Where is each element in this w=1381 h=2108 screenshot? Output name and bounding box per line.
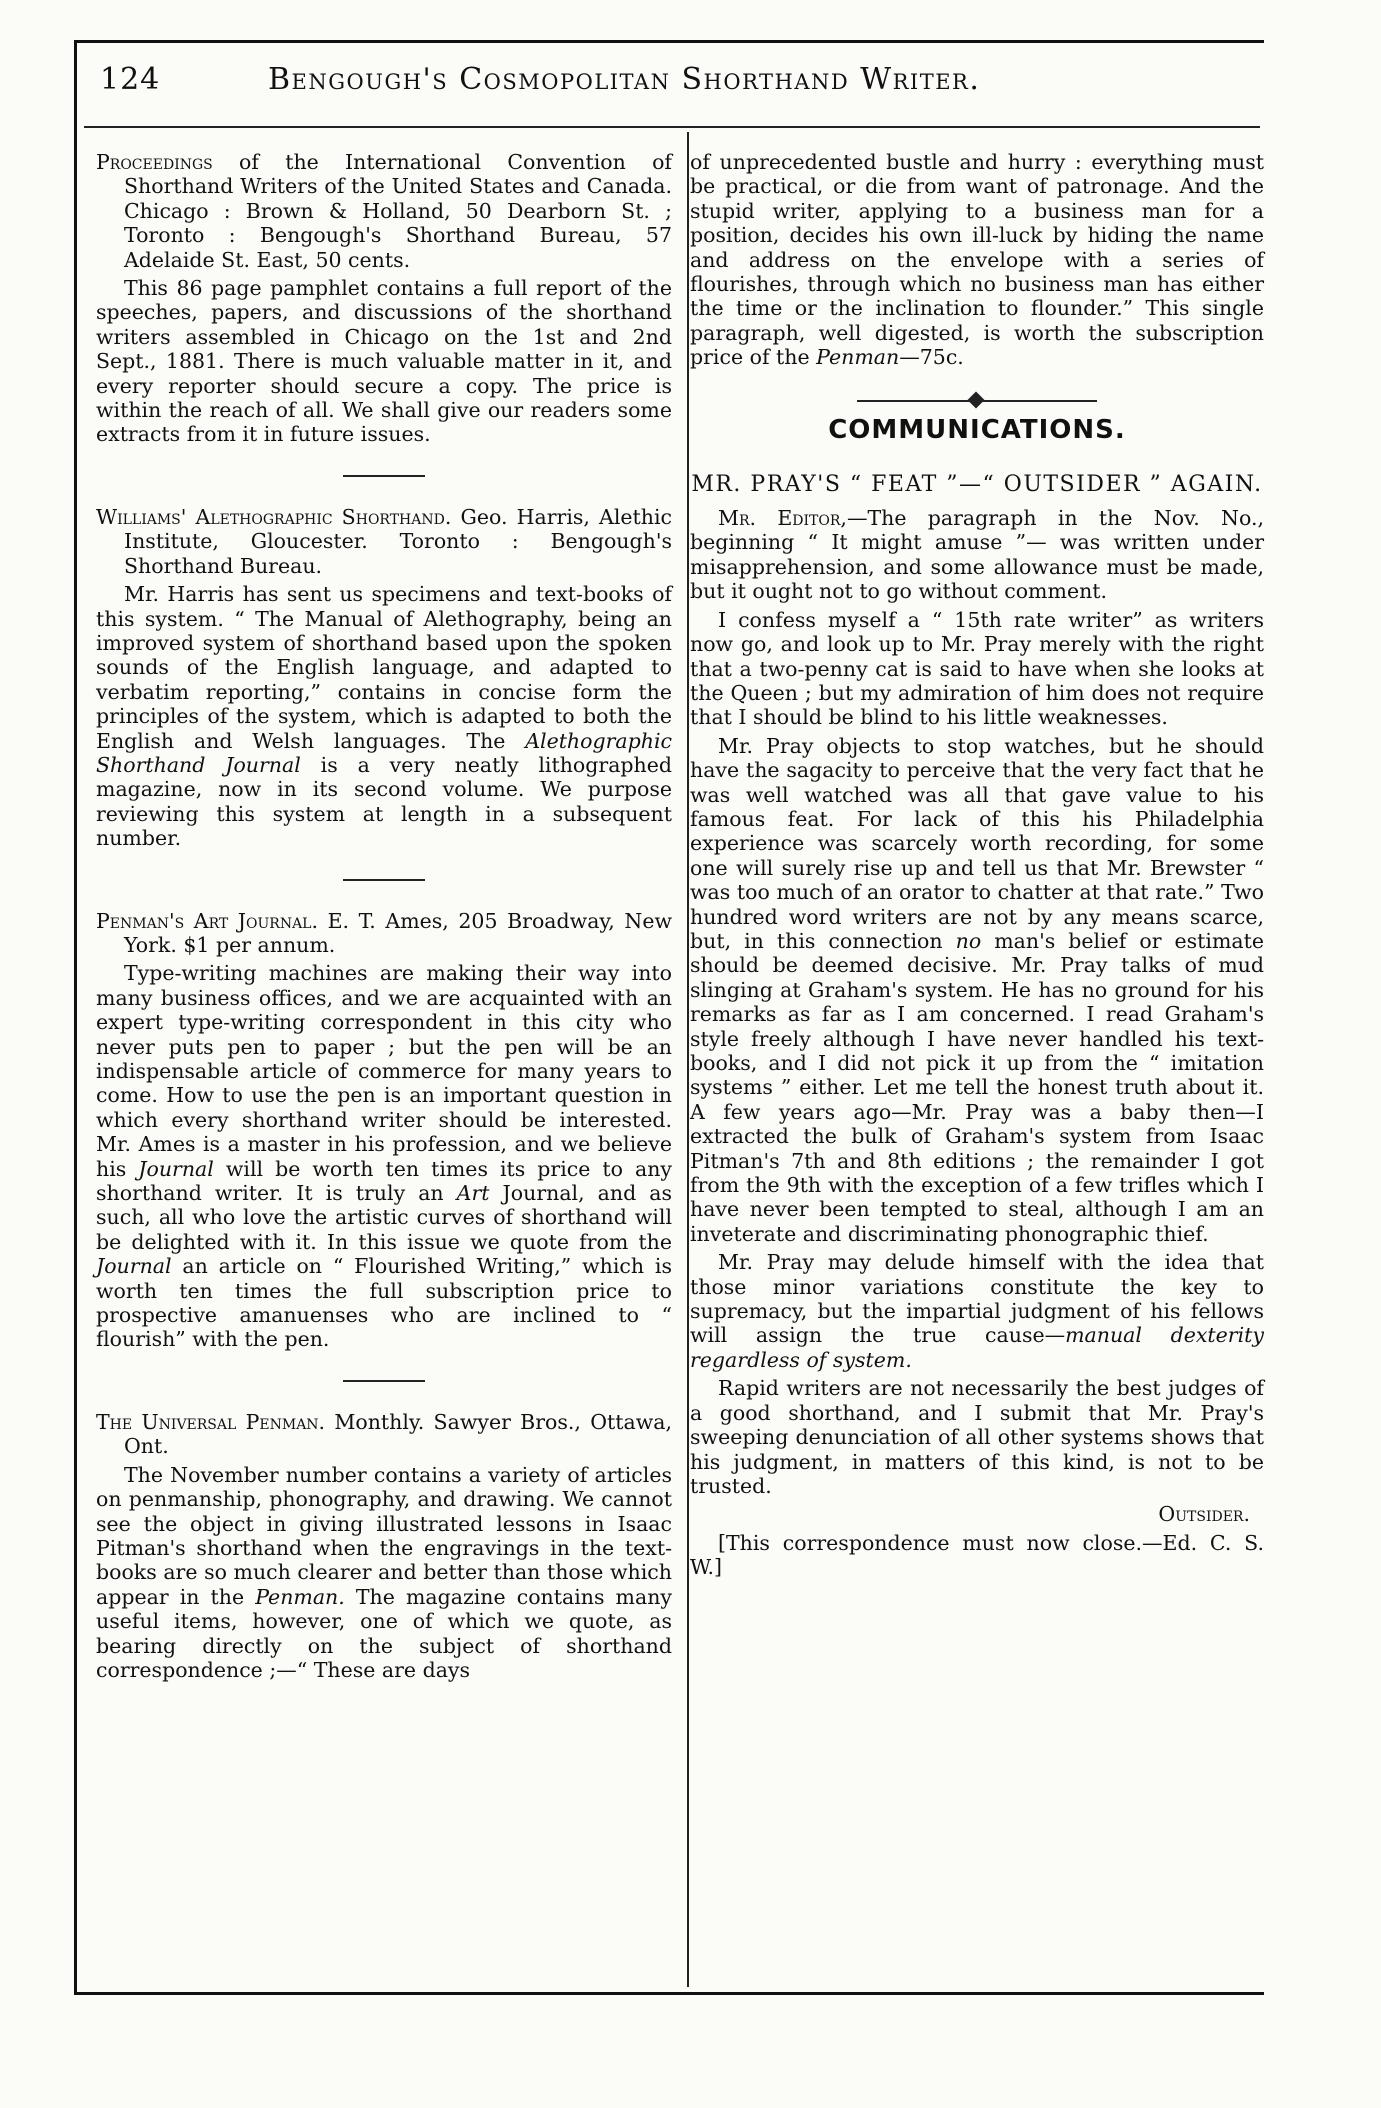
text-run: The magazine contains many useful items, however, one of which we quote, as bearing directly on the subject of shorthand correspondence ;—“ These are days	[96, 1584, 672, 1682]
review-alethographic	[96, 505, 672, 851]
text-run: is a very neatly lithographed magazine, now in its second volume. We purpose reviewing this system at length in a subsequent number.	[96, 752, 673, 851]
italic-title: Journal	[138, 1156, 214, 1181]
left-column	[96, 150, 672, 1682]
italic-word: no	[955, 928, 982, 953]
entry-body	[96, 1463, 672, 1683]
text-run: —75c.	[899, 345, 964, 370]
text-run: Mr. Harris has sent us specimens and text-books of this system. “ The Manual of Alethography, being an improved system of shorthand based upon the spoken sounds of the English language, and adapted to verbatim reporting,” contains in concise form the principles of the system, which is adapted to both the English and Welsh languages. The	[96, 582, 672, 753]
letter-paragraph	[690, 734, 1264, 1247]
text-run: —The paragraph in the Nov. No., beginning “ It might amuse ”— was written under misapprehension, and some allowance must be made, but it ought not to go without comment.	[690, 506, 1264, 604]
letter-paragraph	[690, 506, 1264, 604]
running-title: Bengough's Cosmopolitan Shorthand Writer.	[268, 62, 981, 97]
entry-heading	[96, 1410, 672, 1459]
text-run: will be worth ten times its price to any shorthand writer. It is truly an	[96, 1156, 673, 1206]
entry-heading-rest: E. T. Ames, 205 Broadway, New York. $1 per annum.	[124, 908, 672, 957]
italic-title: Journal	[96, 1254, 172, 1279]
entry-heading	[96, 150, 672, 272]
italic-title: Alethographic Shorthand Journal	[96, 728, 672, 777]
entry-heading	[96, 505, 672, 578]
continued-paragraph	[690, 150, 1264, 370]
signature: Outsider.	[1158, 1502, 1250, 1527]
review-penmans-art-journal	[96, 909, 672, 1352]
entry-heading	[96, 909, 672, 958]
review-universal-penman	[96, 1410, 672, 1682]
text-run: of unprecedented bustle and hurry : everything must be practical, or die from want of patronage. And the stupid writer, applying to a business man for a position, decides his own ill-luck by hiding the name and address on the envelope with a series of flourishes, through which no business man has either the time or the inclination to flounder.” This single paragraph, well digested, is worth the subscription price of the	[690, 150, 1264, 370]
review-proceedings	[96, 150, 672, 447]
entry-body	[96, 582, 672, 850]
editor-note: [This correspondence must now close.—Ed. C. S. W.]	[690, 1530, 1264, 1580]
text-run: Journal, and as such, all who love the artistic curves of shorthand will be delighted with it. In this issue we quote from the	[96, 1181, 672, 1254]
text-run: Mr. Pray objects to stop watches, but he should have the sagacity to perceive that the very fact that he was well watched was all that gave value to his famous feat. For lack of this his Philadelphia experience was scarcely worth recording, for some one will surely rise up and tell us that Mr. Brewster “ was too much of an orator to chatter at that rate.” Two hundred word writers are not by any means scarce, but, in this connection	[690, 733, 1264, 953]
section-title: COMMUNICATIONS.	[828, 414, 1126, 445]
italic-title: Penman	[816, 345, 900, 370]
section-rule	[343, 1380, 425, 1382]
section-rule	[343, 879, 425, 881]
text-run: Type-writing machines are making their way into many business offices, and we are acquainted with an expert type-writing correspondent in this city who never puts pen to paper ; but the pen will be an indispensable article of commerce for many years to come. How to use the pen is an important question in which every shorthand writer should be interested. Mr. Ames is a master in his profession, and we believe his	[96, 961, 672, 1181]
page-number: 124	[100, 62, 161, 97]
entry-heading-rest: of the International Convention of Shorthand Writers of the United States and Canada. Chicago : Brown & Holland, 50 Dearborn St. ; Toronto : Bengough's Shorthand Bureau, 57 Adelaide St. East, 50 cents.	[124, 150, 672, 272]
letter-paragraph: Rapid writers are not necessarily the best judges of a good shorthand, and I submit that Mr. Pray's sweeping denunciation of all other systems shows that his judgment, in matters of this kind, is not to be trusted.	[690, 1376, 1264, 1498]
salutation: Mr. Editor,	[718, 506, 847, 531]
italic-title: Penman.	[255, 1584, 345, 1609]
text-run: an article on “ Flourished Writing,” which is worth ten times the full subscription price to prospective amanuenses who are inclined to “ flourish” with the pen.	[96, 1254, 672, 1352]
ornament-rule	[857, 394, 1097, 408]
entry-heading-lead: Proceedings	[96, 150, 213, 174]
section-rule	[343, 475, 425, 477]
text-run: Mr. Pray may delude himself with the idea that those minor variations constitute the key to supremacy, but the impartial judgment of his fellows will assign the true cause—	[690, 1250, 1264, 1348]
entry-heading-lead: The Universal Penman.	[96, 1409, 326, 1434]
letter-paragraph	[690, 1250, 1264, 1372]
text-run: The November number contains a variety of articles on penmanship, phonography, and drawing. We cannot see the object in giving illustrated lessons in Isaac Pitman's shorthand when the engravings in the text-books are so much clearer and better than those which appear in the	[96, 1462, 672, 1609]
ornament-diamond-icon	[968, 391, 985, 408]
entry-body	[96, 961, 672, 1352]
letter-paragraph: I confess myself a “ 15th rate writer” as writers now go, and look up to Mr. Pray merely with the right that a two-penny cat is said to have when she looks at the Queen ; but my admiration of him does not require that I should be blind to his little weaknesses.	[690, 607, 1264, 730]
entry-heading-lead: Penman's Art Journal.	[96, 908, 318, 933]
right-column	[690, 150, 1264, 1580]
page-header	[100, 62, 1250, 122]
column-divider	[687, 132, 689, 1987]
entry-body: This 86 page pamphlet contains a full report of the speeches, papers, and discussions of the shorthand writers assembled in Chicago on the 1st and 2nd Sept., 1881. There is much valuable matter in it, and every reporter should secure a copy. The price is within the reach of all. We shall give our readers some extracts from it in future issues.	[96, 276, 672, 447]
entry-heading-rest: Monthly. Sawyer Bros., Ottawa, Ont.	[124, 1409, 672, 1459]
entry-heading-lead: Williams' Alethographic Shorthand.	[96, 504, 452, 529]
entry-heading-rest: Geo. Harris, Alethic Institute, Gloucester. Toronto : Bengough's Shorthand Bureau.	[124, 504, 673, 578]
italic-title: Art	[456, 1181, 490, 1206]
italic-phrase: manual dexterity regardless of system.	[690, 1323, 1264, 1372]
text-run: man's belief or estimate should be deemed decisive. Mr. Pray talks of mud slinging at Graham's system. He has no ground for his remarks as far as I am concerned. I read Graham's style freely although I have never handled his text-books, and I did not pick it up from the “ imitation systems ” either. Let me tell the honest truth about it. A few years ago—Mr. Pray was a baby then—I extracted the bulk of Graham's system from Isaac Pitman's 7th and 8th editions ; the remainder I got from the 9th with the exception of a few trifles which I have never been tempted to steal, although I am an inveterate and discriminating phonographic thief.	[690, 928, 1265, 1246]
header-rule	[84, 126, 1260, 128]
article-title: MR. PRAY'S “ FEAT ”—“ OUTSIDER ” AGAIN.	[691, 472, 1263, 498]
